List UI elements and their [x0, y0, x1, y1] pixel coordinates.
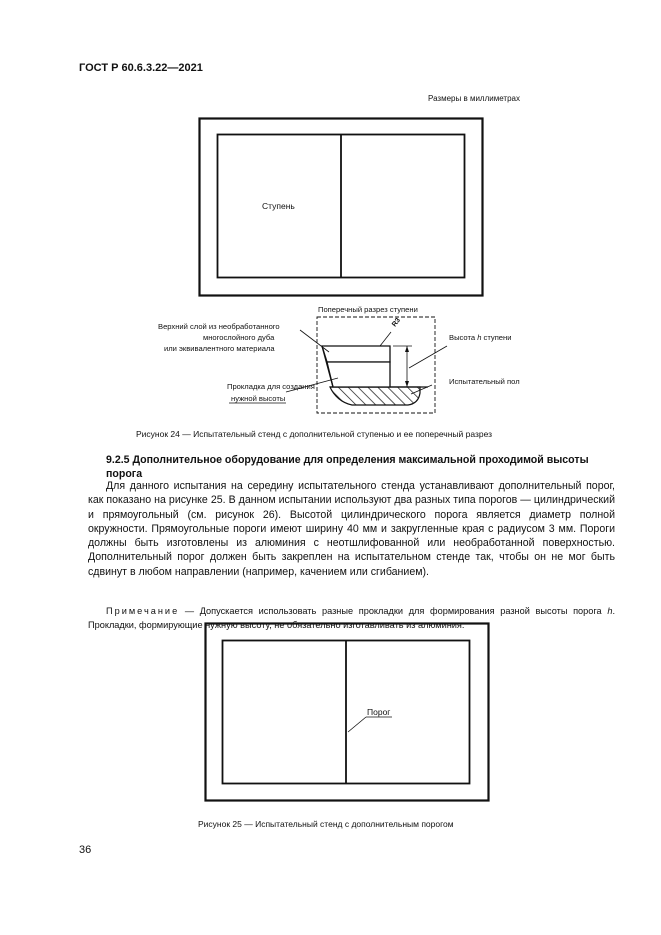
radius-dimension: R3	[391, 316, 403, 329]
section-note: Примечание — Допускается использовать разные прокладки для формирования разной высоты порога h. Прокладки, формирующие нужную высоту, не обязательно изготавливать из алюминия.	[88, 606, 615, 630]
page-number: 36	[79, 844, 92, 856]
step-height-label: Высота h ступени	[449, 333, 512, 342]
document-header: ГОСТ Р 60.6.3.22—2021	[79, 62, 203, 74]
spacer-label-line1: Прокладка для создания	[227, 382, 315, 391]
top-layer-label-line3: или эквивалентного материала	[164, 344, 275, 353]
units-note: Размеры в миллиметрах	[428, 94, 520, 103]
threshold-leader	[348, 717, 366, 732]
step-label: Ступень	[262, 201, 295, 211]
figure-24-caption: Рисунок 24 — Испытательный стенд с дополнительной ступенью и ее поперечный разрез	[136, 429, 493, 439]
spacer-label-line2: нужной высоты	[231, 394, 286, 403]
top-layer-label-line1: Верхний слой из необработанного	[158, 322, 280, 331]
test-floor-label: Испытательный пол	[449, 377, 520, 386]
cross-section-title: Поперечный разрез ступени	[318, 305, 418, 314]
top-layer-label-line2: многослойного дуба	[203, 333, 275, 342]
threshold-label: Порог	[367, 707, 391, 717]
figure-25-caption: Рисунок 25 — Испытательный стенд с дополнительным порогом	[198, 819, 454, 829]
stand25-outer-frame	[206, 624, 489, 801]
section-paragraph: Для данного испытания на середину испытательного стенда устанавливают дополнительный порог, как показано на рисунке 25. В данном испытании используют два разных типа порогов — цилиндрический и прямоугольный (см. рисунок 26). Высотой цилиндрического порога является диаметр полной окружности. Прямоугольные пороги имеют ширину 40 мм и закругленные края с радиусом 3 мм. Пороги должны быть изготовлены из алюминия с неотшлифованной или необработанной поверхностью. Дополнительный порог должен быть закреплен на испытательном стенде так, чтобы он не мог быть сдвинут в любом направлении (например, качением или сгибанием).	[88, 480, 615, 578]
section-heading: 9.2.5 Дополнительное оборудование для определения максимальной проходимой высоты порога	[106, 454, 589, 480]
